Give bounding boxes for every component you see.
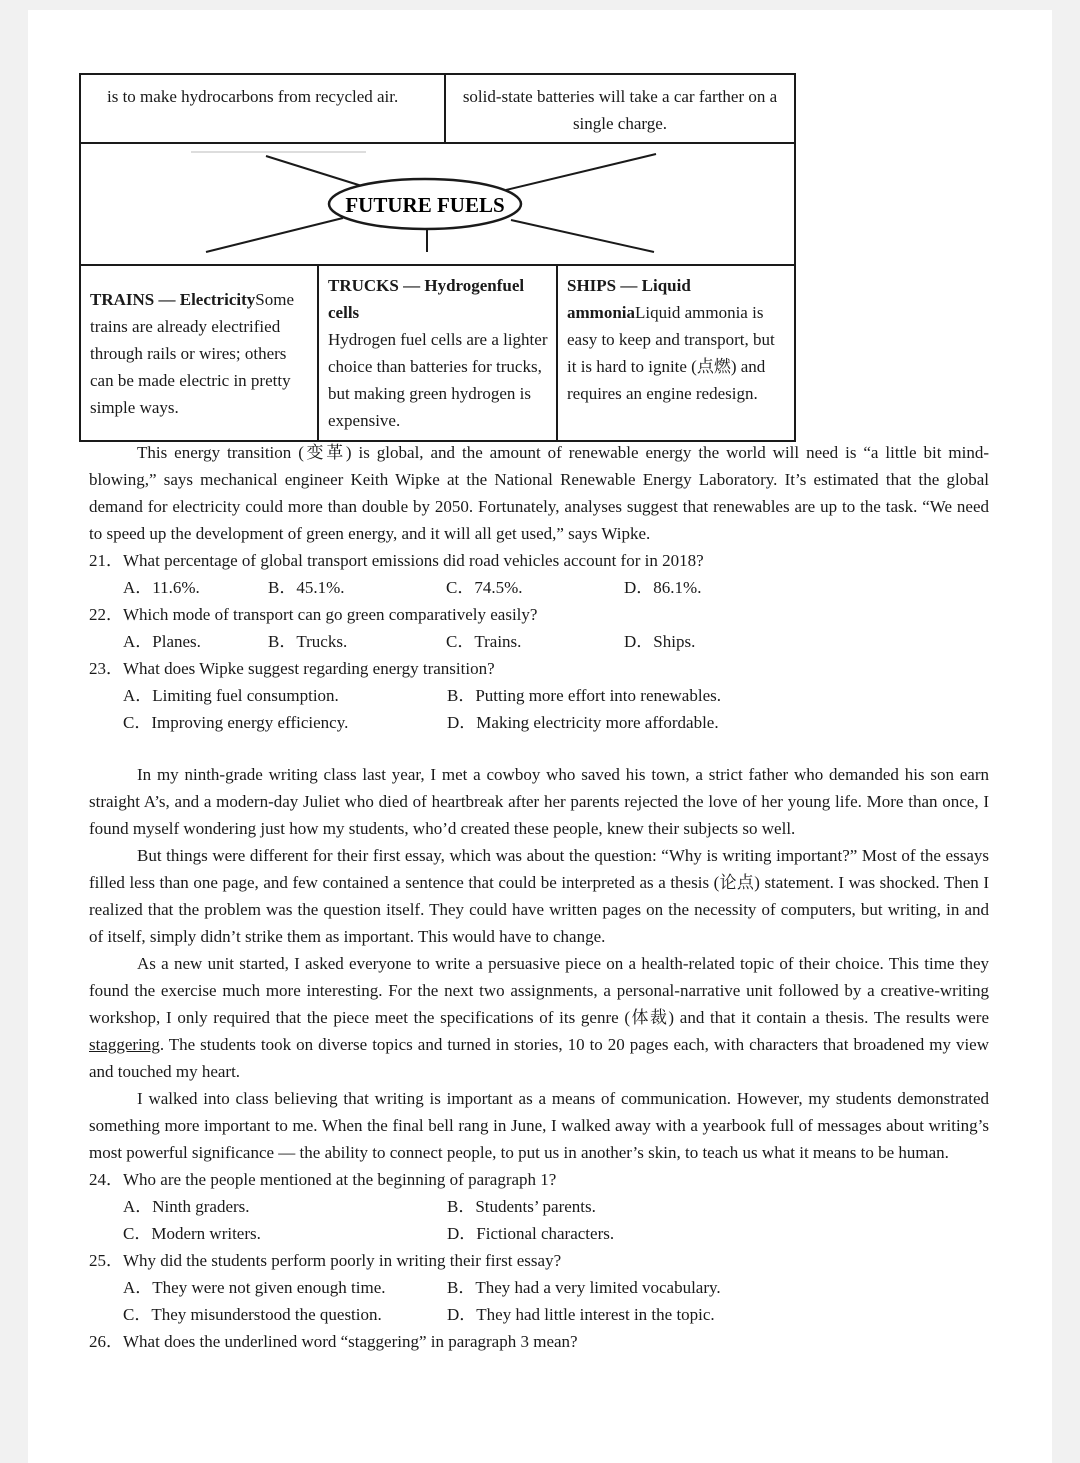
q22-option-a: A．Planes. [123,632,201,651]
q23-option-d: D．Making electricity more affordable. [447,713,719,732]
question-21: 21．What percentage of global transport emissions did road vehicles account for in 2018? [89,551,704,570]
spider-diagram [81,144,794,264]
question-22-options [89,628,989,655]
passage-two-paragraph-2: But things were different for their first essay, which was about the question: “Why is writing important?” Most of the essays filled less than one page, and few contained a sentence that could be interpreted as a thesis (论点) statement. I was shocked. Then I realized that the problem was the question itself. They could have written pages on the necessity of computers, but writing, in and of itself, simply didn’t strike them as important. This would have to change. [89,846,989,946]
trains-body: Some trains are already electrified through rails or wires; others can be made electric in pretty simple ways. [90,290,294,417]
question-21-options [89,574,989,601]
passage-two-section [89,761,989,1355]
q21-option-a: A．11.6%. [123,578,200,597]
passage-one-paragraph: This energy transition (变革) is global, and the amount of renewable energy the world will need is “a little bit mind-blowing,” says mechanical engineer Keith Wipke at the National Renewable Energy Laboratory. It’s estimated that the global demand for electricity could more than double by 2050. Fortunately, analyses suggest that renewables are up to the task. “We need to speed up the development of green energy, and it will all get used,” says Wipke. [89,443,989,543]
trucks-body: Hydrogen fuel cells are a lighter choice than batteries for trucks, but making green hydrogen is expensive. [328,330,548,430]
question-24-options-row1 [89,1193,989,1220]
trucks-cell [319,266,558,440]
question-23-options-row1 [89,682,989,709]
q24-option-d: D．Fictional characters. [447,1224,615,1243]
top-right-cell: solid-state batteries will take a car farther on a single charge. [462,87,778,133]
question-24-options-row2 [89,1220,989,1247]
trucks-heading: TRUCKS — Hydrogenfuel cells [328,276,525,322]
passage-two-paragraph-3 [89,950,989,1085]
q22-option-c: C．Trains. [446,632,522,651]
question-23: 23．What does Wipke suggest regarding energy transition? [89,659,495,678]
q22-option-d: D．Ships. [624,632,696,651]
question-25-options-row1 [89,1274,989,1301]
q24-option-b: B．Students’ parents. [447,1197,596,1216]
future-fuels-table [79,73,796,442]
future-fuels-diagram [81,144,794,266]
q25-option-a: A．They were not given enough time. [123,1278,386,1297]
question-22: 22．Which mode of transport can go green comparatively easily? [89,605,538,624]
q25-option-d: D．They had little interest in the topic. [447,1305,715,1324]
question-25-options-row2 [89,1301,989,1328]
q25-option-c: C．They misunderstood the question. [123,1305,382,1324]
table-bottom-row [81,266,794,440]
q22-option-b: B．Trucks. [268,632,348,651]
trains-cell [81,266,319,440]
q24-option-a: A．Ninth graders. [123,1197,250,1216]
paragraph-3-text-before: As a new unit started, I asked everyone to write a persuasive piece on a health-related topic of their choice. This time they found the exercise much more interesting. For the next two assignments, a personal-narrative unit followed by a creative-writing workshop, I only required that the piece meet the specifications of its genre (体裁) and that it contain a thesis. The results were [89,954,989,1027]
diagram-center-label: FUTURE FUELS [345,193,505,217]
top-left-cell: is to make hydrocarbons from recycled air. [81,75,446,142]
underlined-word-staggering: staggering [89,1035,160,1054]
passage-one-section [89,439,989,736]
q21-option-b: B．45.1%. [268,578,345,597]
question-25: 25．Why did the students perform poorly in writing their first essay? [89,1251,562,1270]
ships-body: Liquid ammonia is easy to keep and transport, but it is hard to ignite (点燃) and requires an engine redesign. [567,303,775,403]
q23-option-b: B．Putting more effort into renewables. [447,686,721,705]
ships-heading: SHIPS — Liquid ammonia [567,276,691,322]
question-26: 26．What does the underlined word “staggering” in paragraph 3 mean? [89,1332,578,1351]
q23-option-c: C．Improving energy efficiency. [123,713,349,732]
question-23-options-row2 [89,709,989,736]
table-top-row [81,75,794,144]
q24-option-c: C．Modern writers. [123,1224,261,1243]
q21-option-d: D．86.1%. [624,578,702,597]
ships-cell [558,266,794,440]
q21-option-c: C．74.5%. [446,578,523,597]
trains-heading: TRAINS — Electricity [90,290,256,309]
passage-two-paragraph-4: I walked into class believing that writing is important as a means of communication. However, my students demonstrated something more important to me. When the final bell rang in June, I walked away with a yearbook full of messages about writing’s most powerful significance — the ability to connect people, to put us in another’s skin, to teach us what it means to be human. [89,1089,989,1162]
q23-option-a: A．Limiting fuel consumption. [123,686,339,705]
paragraph-3-text-after: . The students took on diverse topics and turned in stories, 10 to 20 pages each, with characters that broadened my view and touched my heart. [89,1035,989,1081]
question-24: 24．Who are the people mentioned at the beginning of paragraph 1? [89,1170,557,1189]
q25-option-b: B．They had a very limited vocabulary. [447,1278,721,1297]
passage-two-paragraph-1: In my ninth-grade writing class last year, I met a cowboy who saved his town, a strict father who demanded his son earn straight A’s, and a modern-day Juliet who died of heartbreak after her parents rejected the love of her young life. More than once, I found myself wondering just how my students, who’d created these people, knew their subjects so well. [89,765,989,838]
